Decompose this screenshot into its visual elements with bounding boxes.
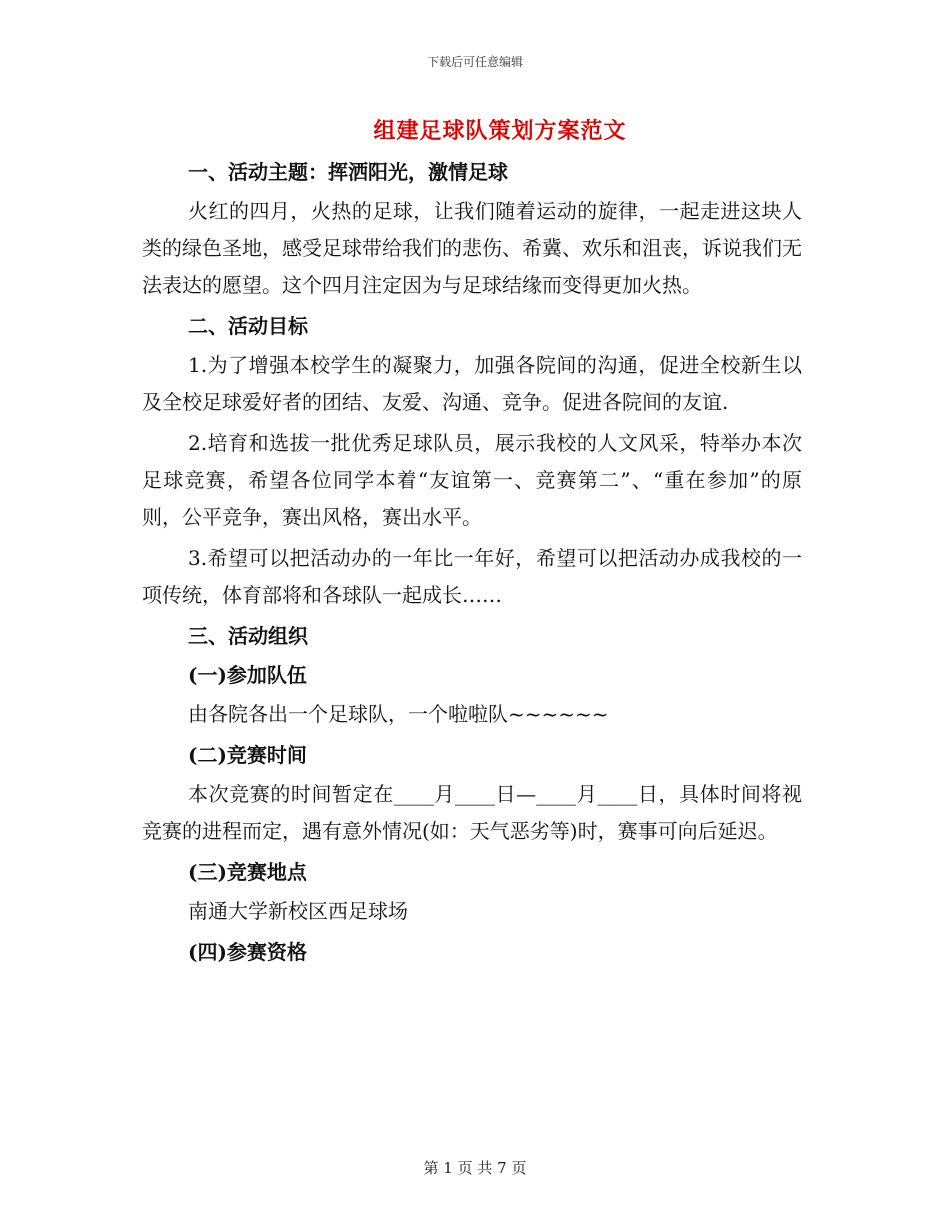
document-body	[142, 152, 802, 973]
section-heading-theme: 一、活动主题：挥洒阳光，激情足球	[188, 160, 508, 184]
document-title: 组建足球队策划方案范文	[373, 118, 627, 144]
header-note: 下载后可任意编辑	[426, 55, 523, 69]
paragraph-goal-3: 3.希望可以把活动办的一年比一年好，希望可以把活动办成我校的一项传统，体育部将和各球队一起成长……	[142, 546, 802, 607]
paragraph-teams: 由各院各出一个足球队，一个啦啦队~~~~~~	[188, 702, 609, 726]
page-footer: 第 1 页 共 7 页	[423, 1159, 527, 1177]
subheading-eligibility: (四)参赛资格	[188, 940, 307, 964]
paragraph-goal-2: 2.培育和选拔一批优秀足球队员，展示我校的人文风采，特举办本次足球竞赛，希望各位同学本着“友谊第一、竞赛第二”、“重在参加”的原则，公平竞争，赛出风格，赛出水平。	[142, 431, 802, 529]
section-heading-goals: 二、活动目标	[188, 314, 308, 338]
paragraph-goal-1: 1.为了增强本校学生的凝聚力，加强各院间的沟通，促进全校新生以及全校足球爱好者的团结、友爱、沟通、竞争。促进各院间的友谊.	[142, 353, 802, 414]
paragraph-theme-intro: 火红的四月，火热的足球，让我们随着运动的旋律，一起走进这块人类的绿色圣地，感受足球带给我们的悲伤、希冀、欢乐和沮丧，诉说我们无法表达的愿望。这个四月注定因为与足球结缘而变得更加火热。	[142, 199, 802, 297]
section-heading-organization: 三、活动组织	[188, 624, 308, 648]
subheading-teams: (一)参加队伍	[188, 663, 307, 687]
paragraph-venue: 南通大学新校区西足球场	[188, 899, 408, 923]
paragraph-time: 本次竞赛的时间暂定在____月____日—____月____日，具体时间将视竞赛的进程而定，遇有意外情况(如：天气恶劣等)时，赛事可向后延迟。	[142, 782, 802, 843]
subheading-time: (二)竞赛时间	[188, 743, 307, 767]
subheading-venue: (三)竞赛地点	[188, 860, 307, 884]
